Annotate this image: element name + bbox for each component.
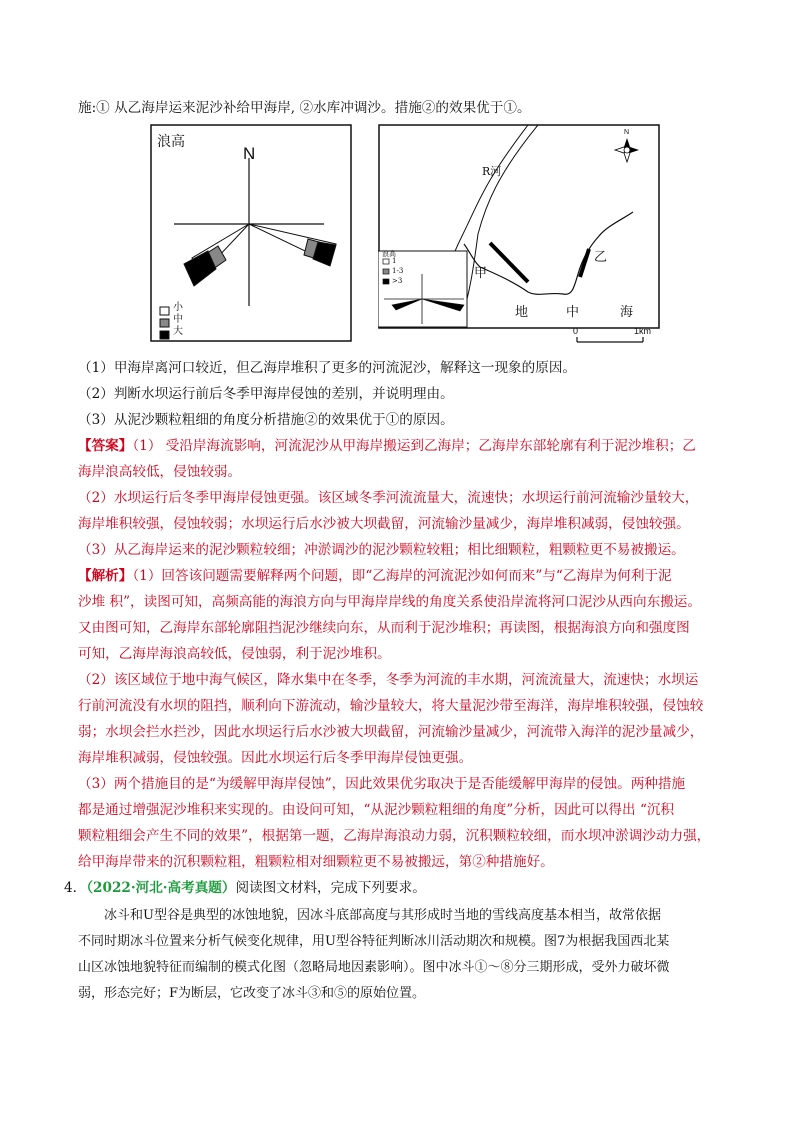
north-label: N — [243, 144, 256, 163]
scale-km: 1km — [634, 326, 652, 336]
answer-p1-line2: 海岸浪高较低，侵蚀较弱。 — [78, 464, 242, 480]
analysis-p2-line3: 弱；水坝会拦水拦沙，因此水坝运行后水沙被大坝截留，河流输沙量减少，河流带入海洋的泥沙量减少， — [78, 724, 704, 740]
sea-label-3: 海 — [620, 305, 634, 320]
question-2: （2）判断水坝运行前后冬季甲海岸侵蚀的差别，并说明理由。 — [78, 386, 454, 402]
analysis-label: 【解析】 — [78, 568, 133, 584]
scale-zero: 0 — [573, 326, 579, 336]
analysis-p1-line3: 又由图可知，乙海岸东部轮廓阻挡泥沙继续向东，从而利于泥沙堆积；再读图，根据海浪方向和强度图 — [78, 620, 690, 636]
q4-para-line2: 不同时期冰斗位置来分析气候变化规律，用U型谷特征判断冰川活动期次和规模。图7为根据我国西北某 — [78, 934, 670, 949]
wave-height-figure — [150, 124, 352, 342]
legend-large: 大 — [173, 326, 183, 337]
answer-p2-line1: （2）水坝运行后冬季甲海岸侵蚀更强。该区域冬季河流流量大，流速快；水坝运行前河流输沙量较大， — [78, 490, 699, 506]
analysis-p3-line4: 给甲海岸带来的沉积颗粒粗，粗颗粒相对细颗粒更不易被搬远，第②种措施好。 — [78, 854, 554, 870]
inset-legend-3: >3 — [392, 277, 403, 285]
inset-legend-2: 1-3 — [392, 267, 404, 275]
coast-b-label: 乙 — [594, 250, 608, 265]
question-1: （1）甲海岸离河口较近，但乙海岸堆积了更多的河流泥沙，解释这一现象的原因。 — [78, 360, 577, 376]
question-3: （3）从泥沙颗粒粗细的角度分析措施②的效果优于①的原因。 — [78, 412, 454, 428]
answer-block — [78, 436, 696, 456]
figure-title: 浪高 — [157, 134, 185, 150]
analysis-p1-line1: （1）回答该问题需要解释两个问题，即“乙海岸的河流泥沙如何而来”与“乙海岸为何利于泥 — [132, 568, 672, 584]
coast-map-figure — [378, 124, 668, 346]
analysis-p3-line2: 都是通过增强泥沙堆积来实现的。由设问可知，“从泥沙颗粒粗细的角度”分析，因此可以得出 “沉积 — [78, 802, 675, 818]
q4-para-line4: 弱，形态完好；F为断层，它改变了冰斗③和⑤的原始位置。 — [78, 986, 426, 1001]
answer-p3-line1: （3）从乙海岸运来的泥沙颗粒较细；冲淤调沙的泥沙颗粒较粗；相比细颗粒，粗颗粒更不易被搬运。 — [78, 542, 685, 558]
compass-north-label: N — [624, 129, 630, 136]
sea-label-2: 中 — [566, 305, 580, 320]
legend-small: 小 — [173, 302, 183, 313]
analysis-p3-line3: 颗粒粗细会产生不同的效果”，根据第一题，乙海岸海浪动力弱，沉积颗粒较细，而水坝冲淤调沙动力强， — [78, 828, 711, 844]
answer-label: 【答案】 — [78, 438, 133, 454]
answer-p2-line2: 海岸堆积较强，侵蚀较弱；水坝运行后水沙被大坝截留，河流输沙量减少，海岸堆积减弱，侵蚀较强。 — [78, 516, 690, 532]
river-label: R河 — [482, 165, 502, 178]
analysis-p2-line2: 行前河流没有水坝的阻挡，顺利向下游流动，输沙量较大，将大量泥沙带至海洋，海岸堆积较强，侵蚀较 — [78, 698, 704, 714]
q4-para-line1: 冰斗和U型谷是典型的冰蚀地貌，因冰斗底部高度与其形成时当地的雪线高度基本相当，故常依据 — [104, 908, 661, 923]
inset-title: 浪高 — [382, 250, 396, 258]
q4-number: 4． — [64, 880, 87, 896]
inset-legend-1: 1 — [392, 257, 397, 265]
sea-label-1: 地 — [515, 305, 529, 320]
analysis-p3-line1: （3）两个措施目的是“为缓解甲海岸侵蚀”，因此效果优劣取决于是否能缓解甲海岸的侵蚀。两种措施 — [78, 776, 686, 792]
analysis-p2-line4: 海岸堆积减弱，侵蚀较强。因此水坝运行后冬季甲海岸侵蚀更强。 — [78, 750, 473, 766]
q4-source: （2022·河北·高考真题） — [86, 880, 236, 896]
coast-a-label: 甲 — [474, 266, 488, 281]
answer-p1-line1: （1） 受沿岸海流影响，河流泥沙从甲海岸搬运到乙海岸；乙海岸东部轮廓有利于泥沙堆积；乙 — [132, 438, 696, 454]
analysis-p2-line1: （2）该区域位于地中海气候区，降水集中在冬季，冬季为河流的丰水期，河流流量大，流速快；水坝运 — [78, 672, 699, 688]
legend-medium: 中 — [173, 314, 183, 325]
analysis-block — [78, 566, 672, 586]
q4-prompt: 阅读图文材料，完成下列要求。 — [235, 880, 426, 896]
q4-para-line3: 山区冰蚀地貌特征而编制的模式化图（忽略局地因素影响）。图中冰斗①～⑧分三期形成，受外力破坏微 — [78, 960, 670, 975]
intro-text: 施:① 从乙海岸运来泥沙补给甲海岸, ②水库冲调沙。措施②的效果优于①。 — [78, 100, 531, 116]
analysis-p1-line4: 可知，乙海岸海浪高较低，侵蚀弱，利于泥沙堆积。 — [78, 646, 391, 662]
q4-header — [64, 878, 426, 898]
analysis-p1-line2: 沙堆 积”，读图可知，高频高能的海浪方向与甲海岸岸线的角度关系使沿岸流将河口泥沙从西向东搬运。 — [78, 594, 701, 610]
